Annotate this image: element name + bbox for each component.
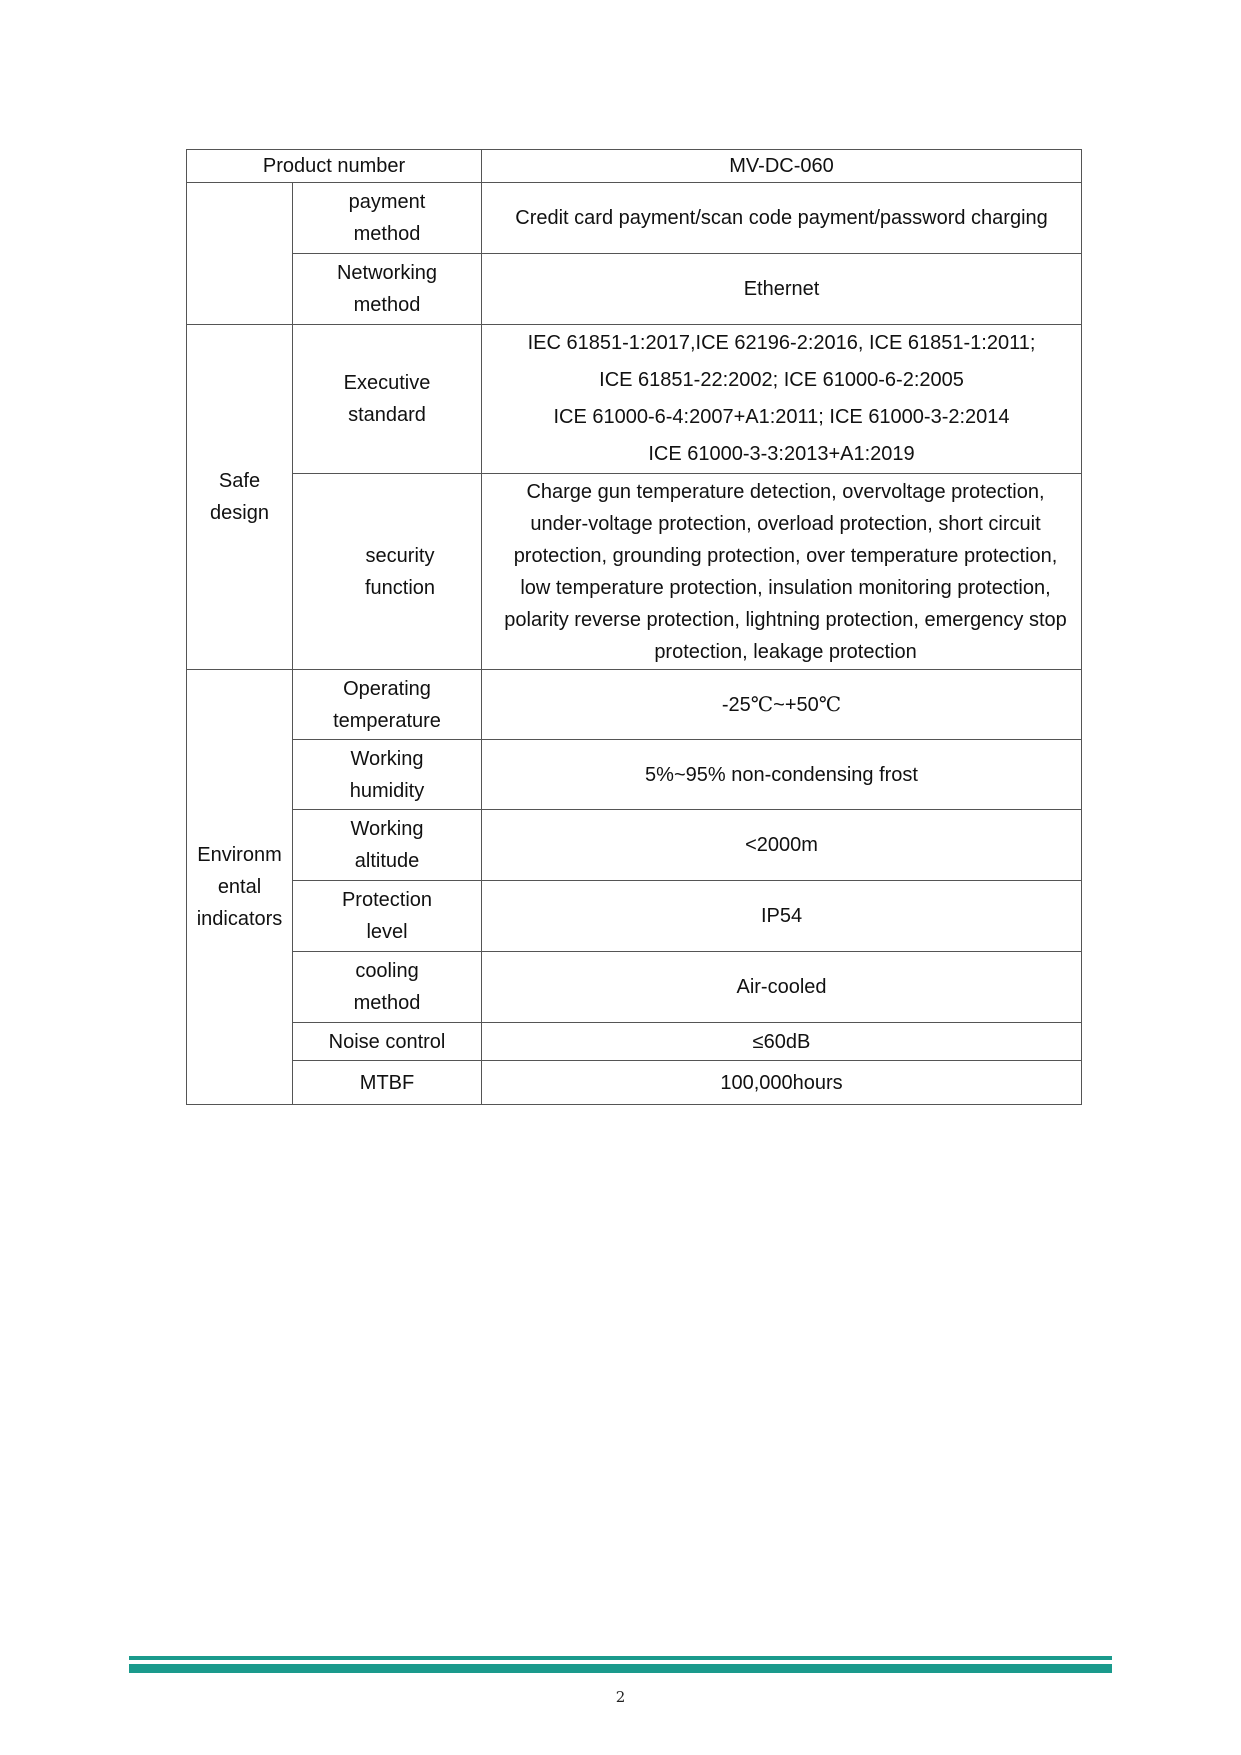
payment-method-label-line: payment bbox=[348, 191, 426, 213]
environmental-group-line: indicators bbox=[196, 908, 283, 930]
table-row-executive-standard bbox=[187, 325, 1082, 474]
mtbf-value: 100,000hours bbox=[482, 1061, 1082, 1105]
temperature-min: -25 bbox=[721, 694, 751, 716]
table-row-security-function bbox=[187, 474, 1082, 670]
executive-standard-value bbox=[482, 325, 1082, 474]
security-function-line: under-voltage protection, overload protection, short circuit bbox=[530, 512, 1041, 535]
mtbf-label: MTBF bbox=[293, 1061, 482, 1105]
cooling-method-label-line: cooling bbox=[355, 960, 419, 982]
footer-rule-thin bbox=[129, 1656, 1112, 1660]
working-humidity-value: 5%~95% non-condensing frost bbox=[482, 740, 1082, 810]
security-function-label-line: function bbox=[364, 576, 436, 599]
operating-temperature-label-line: temperature bbox=[333, 709, 441, 732]
networking-method-label-line: Networking bbox=[336, 262, 438, 284]
executive-standard-line: ICE 61851-22:2002; ICE 61000-6-2:2005 bbox=[599, 369, 964, 391]
noise-control-value: ≤60dB bbox=[482, 1023, 1082, 1061]
executive-standard-label-line: Executive bbox=[343, 372, 431, 394]
working-altitude-label-line: altitude bbox=[354, 850, 420, 872]
operating-temperature-label-line: Operating bbox=[343, 677, 431, 700]
spec-table bbox=[186, 149, 1082, 1105]
footer-rule-thick bbox=[129, 1664, 1112, 1673]
environmental-group-label bbox=[187, 670, 293, 1105]
table-row-working-altitude bbox=[187, 810, 1082, 881]
cooling-method-label bbox=[293, 952, 482, 1023]
security-function-label-line: security bbox=[365, 544, 435, 567]
page-number: 2 bbox=[615, 1688, 626, 1706]
table-row-working-humidity bbox=[187, 740, 1082, 810]
security-function-line: protection, leakage protection bbox=[654, 640, 917, 663]
product-number-value: MV-DC-060 bbox=[482, 150, 1082, 183]
security-function-label bbox=[293, 474, 482, 670]
payment-method-label bbox=[293, 183, 482, 254]
executive-standard-label bbox=[293, 325, 482, 474]
product-number-label: Product number bbox=[187, 150, 482, 183]
security-function-line: polarity reverse protection, lightning protection, emergency stop bbox=[504, 608, 1067, 631]
working-altitude-label-line: Working bbox=[350, 818, 424, 840]
table-row-protection-level bbox=[187, 881, 1082, 952]
networking-method-label-line: method bbox=[353, 294, 421, 316]
protection-level-value: IP54 bbox=[482, 881, 1082, 952]
payment-method-value: Credit card payment/scan code payment/password charging bbox=[482, 183, 1082, 254]
operating-temperature-label bbox=[293, 670, 482, 740]
working-humidity-label-line: Working bbox=[350, 747, 424, 770]
table-row-operating-temperature bbox=[187, 670, 1082, 740]
table-row-networking-method bbox=[187, 254, 1082, 325]
executive-standard-line: ICE 61000-6-4:2007+A1:2011; ICE 61000-3-2:2014 bbox=[553, 406, 1010, 428]
networking-method-value: Ethernet bbox=[482, 254, 1082, 325]
working-altitude-value: <2000m bbox=[482, 810, 1082, 881]
protection-level-label bbox=[293, 881, 482, 952]
operating-temperature-value bbox=[482, 670, 1082, 740]
security-function-line: low temperature protection, insulation monitoring protection, bbox=[520, 576, 1051, 599]
executive-standard-line: ICE 61000-3-3:2013+A1:2019 bbox=[648, 443, 915, 465]
celsius-unit: ℃ bbox=[750, 692, 774, 716]
environmental-group-line: ental bbox=[217, 876, 262, 898]
security-function-line: protection, grounding protection, over temperature protection, bbox=[513, 544, 1058, 567]
working-altitude-label bbox=[293, 810, 482, 881]
executive-standard-line: IEC 61851-1:2017,ICE 62196-2:2016, ICE 61851-1:2011; bbox=[527, 332, 1036, 354]
table-row-header bbox=[187, 150, 1082, 183]
payment-method-label-line: method bbox=[353, 223, 421, 245]
table-row-noise-control bbox=[187, 1023, 1082, 1061]
networking-method-label bbox=[293, 254, 482, 325]
safe-design-group-line: Safe bbox=[218, 470, 261, 492]
working-humidity-label-line: humidity bbox=[349, 779, 425, 802]
table-row-payment-method bbox=[187, 183, 1082, 254]
security-function-value bbox=[482, 474, 1082, 670]
blank-group-cell bbox=[187, 183, 293, 325]
celsius-unit: ℃ bbox=[818, 692, 842, 716]
table-row-mtbf bbox=[187, 1061, 1082, 1105]
cooling-method-value: Air-cooled bbox=[482, 952, 1082, 1023]
cooling-method-label-line: method bbox=[353, 992, 421, 1014]
protection-level-label-line: Protection bbox=[341, 889, 433, 911]
safe-design-group-line: design bbox=[210, 502, 269, 524]
protection-level-label-line: level bbox=[366, 921, 408, 943]
environmental-group-line: Environm bbox=[197, 844, 282, 866]
working-humidity-label bbox=[293, 740, 482, 810]
table-row-cooling-method bbox=[187, 952, 1082, 1023]
security-function-line: Charge gun temperature detection, overvoltage protection, bbox=[526, 480, 1045, 503]
noise-control-label: Noise control bbox=[293, 1023, 482, 1061]
safe-design-group-label bbox=[187, 325, 293, 670]
executive-standard-label-line: standard bbox=[348, 404, 426, 426]
temperature-max: ~+50 bbox=[773, 694, 819, 716]
